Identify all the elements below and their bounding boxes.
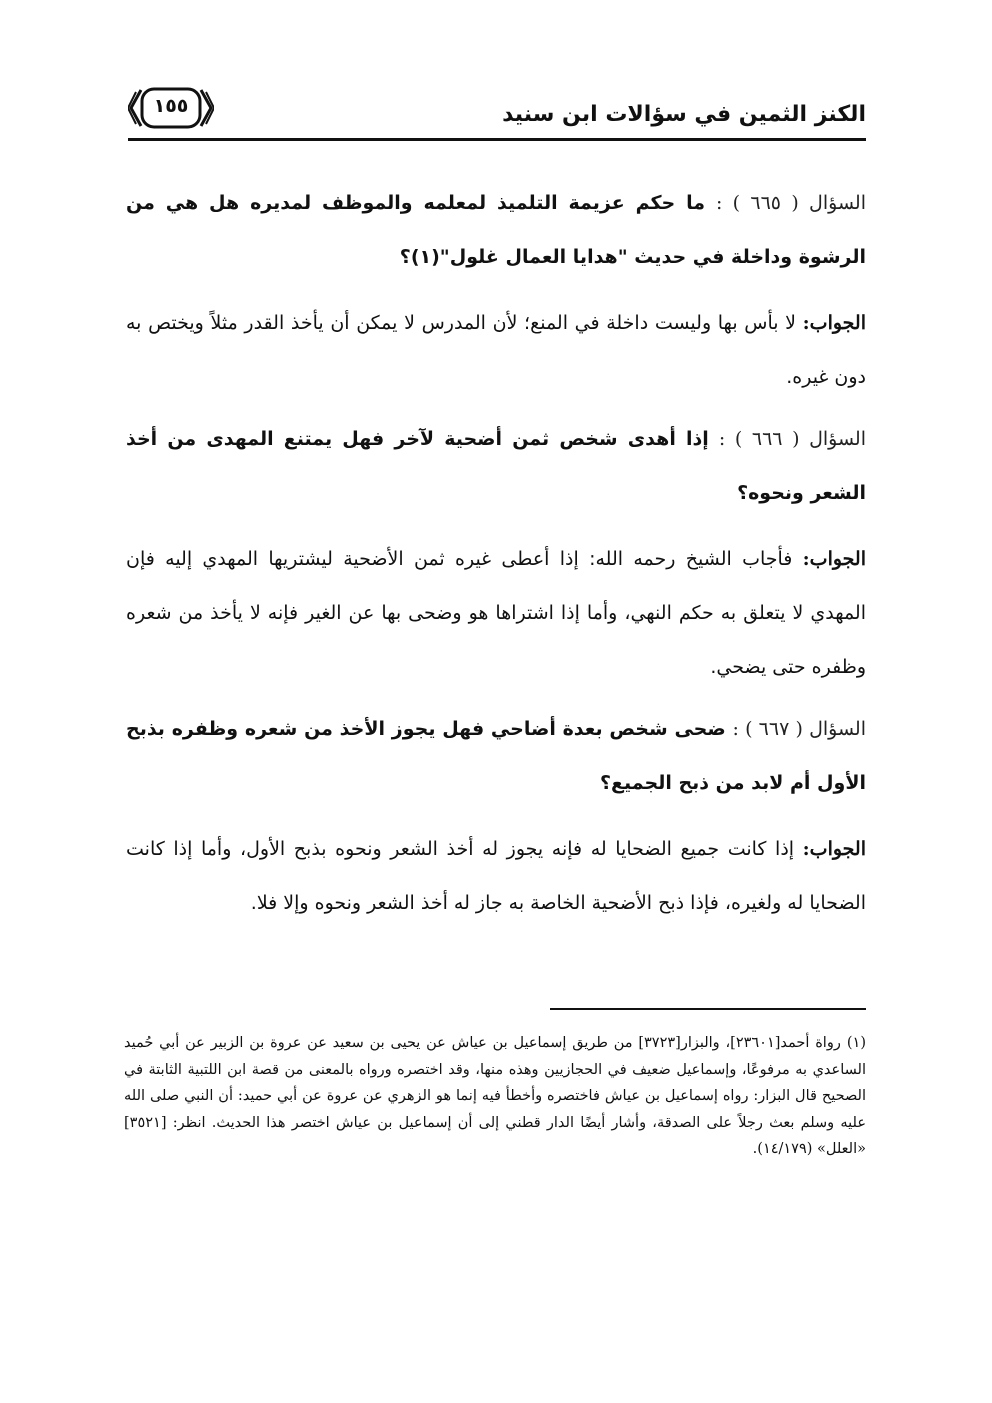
page-content xyxy=(126,176,866,938)
question-label: السؤال ( ٦٦٥ ) : xyxy=(715,192,866,214)
question-text: ضحى شخص بعدة أضاحي فهل يجوز الأخذ من شعره وظفره بذبح الأول أم لابد من ذبح الجميع؟ xyxy=(126,718,866,794)
answer-label: الجواب: xyxy=(802,312,866,334)
footnote-divider xyxy=(550,1008,866,1010)
page-number-badge xyxy=(128,86,214,130)
question-665 xyxy=(126,176,866,284)
question-label: السؤال ( ٦٦٧ ) : xyxy=(732,718,866,740)
footnote xyxy=(124,1030,866,1163)
answer-667 xyxy=(126,822,866,930)
question-667 xyxy=(126,702,866,810)
book-title: الكنز الثمين في سؤالات ابن سنيد xyxy=(502,102,866,127)
question-666 xyxy=(126,412,866,520)
footnote-text: رواة أحمد[٢٣٦٠١]، والبزار[٣٧٢٣] من طريق إسماعيل بن عياش عن يحيى بن سعيد عن عروة بن الزبير عن أبي حُميد الساعدي به مرفوعًا، وإسماعيل ضعيف في الحجازيين وهذه منها، وقد اختصره ورواه بالمعنى من قصة ابن اللتبية الثابتة في الصحيح قال البزار: رواه إسماعيل بن عياش فاختصره وأخطأ فيه إنما هو الزهري عن عروة عن أبي حميد: أن النبي صلى الله عليه وسلم بعث رجلاً على الصدقة، وأشار أيضًا الدار قطني إلى أن إسماعيل بن عياش اختصر هذا الحديث. انظر: [٣٥٢١] «العلل» (١٤/١٧٩). xyxy=(124,1035,866,1157)
answer-666 xyxy=(126,532,866,694)
page-number: ١٥٥ xyxy=(153,95,189,117)
footnote-marker: (١) xyxy=(846,1035,866,1051)
answer-text: إذا كانت جميع الضحايا له فإنه يجوز له أخذ الشعر ونحوه بذبح الأول، وأما إذا كانت الضحايا له ولغيره، فإذا ذبح الأضحية الخاصة به جاز له أخذ الشعر ونحوه وإلا فلا. xyxy=(126,838,866,914)
answer-665 xyxy=(126,296,866,404)
answer-label: الجواب: xyxy=(802,548,866,570)
page-header xyxy=(128,80,866,141)
question-label: السؤال ( ٦٦٦ ) : xyxy=(718,428,866,450)
question-text: إذا أهدى شخص ثمن أضحية لآخر فهل يمتنع المهدى من أخذ الشعر ونحوه؟ xyxy=(126,428,866,504)
answer-text: فأجاب الشيخ رحمه الله: إذا أعطى غيره ثمن الأضحية ليشتريها المهدي إليه فإن المهدي لا يتعلق به حكم النهي، وأما إذا اشتراها هو وضحى بها عن الغير فإنه لا يأخذ من شعره وظفره حتى يضحي. xyxy=(126,548,866,678)
answer-text: لا بأس بها وليست داخلة في المنع؛ لأن المدرس لا يمكن أن يأخذ القدر مثلاً ويختص به دون غيره. xyxy=(126,312,866,388)
question-text: ما حكم عزيمة التلميذ لمعلمه والموظف لمديره هل هي من الرشوة وداخلة في حديث "هدايا العمال غلول"(١)؟ xyxy=(126,192,866,268)
answer-label: الجواب: xyxy=(802,838,866,860)
